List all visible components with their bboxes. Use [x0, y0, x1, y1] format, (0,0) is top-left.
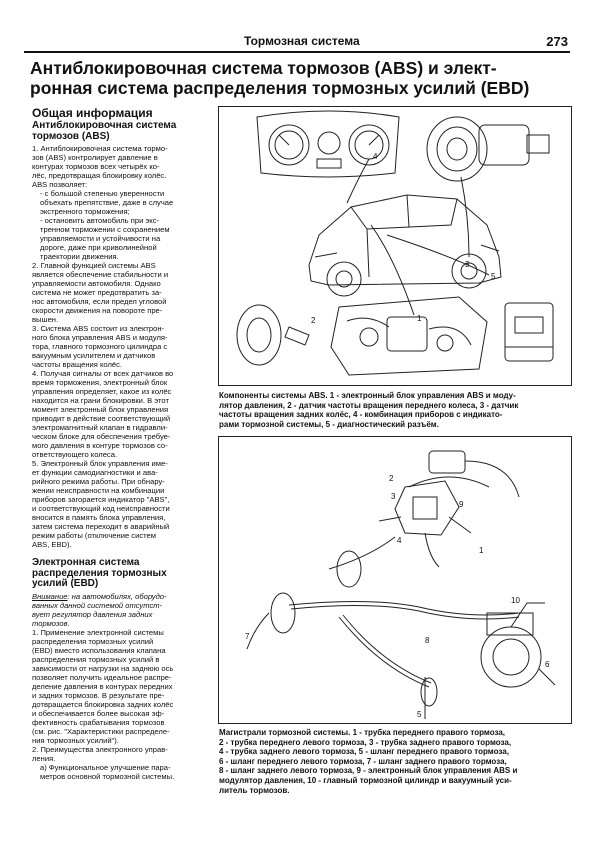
callout-7: 7 [245, 632, 250, 641]
left-column [32, 107, 210, 781]
paragraph: 3. Система ABS состоит из электрон- ного блока управления ABS и модуля- тора, главного тормозного цилиндра с вакуумным усилителем и датчиков частоты вращения колёс. [32, 324, 168, 369]
paragraph: 5. Электронный блок управления име- ет функции самодиагностики и ава- рийного режима работы. При обнару- жении неисправности на комбинации приборов загорается индикатор "ABS", и соответствующий код неисправности вносится в память блока управления, затем система переходит в аварийный режим работы (отключение систем ABS, EBD). [32, 459, 170, 549]
rear-right-assembly-drawing [421, 677, 437, 719]
paragraph: 1. Антиблокировочная система тормо- зов (ABS) контролирует давление в контурах тормозов всех четырёх ко- лёс, предотвращая блокировку колёс. ABS позволяет: [32, 144, 168, 189]
callout-5: 5 [491, 272, 496, 281]
abs-modulator-drawing [379, 481, 471, 535]
section-title: Тормозная система [244, 34, 360, 48]
figure-brake-lines-caption: Магистрали тормозной системы. 1 - трубка переднего правого тормоза, 2 - трубка переднего левого тормоза, 3 - трубка заднего правого тормоза, 4 - трубка заднего левого тормоза, 5 - шланг переднего правого тормоза, 6 - шланг переднего левого тормоза, 7 - шланг заднего правого тормоза, 8 - шланг заднего левого тормоза, 9 - электронный блок управления ABS и модулятор давления, 10 - главный тормозной цилиндр и вакуумный уси- литель тормозов. [219, 728, 518, 795]
list-item: - остановить автомобиль при экс- тренном торможении с сохранением управляемости и устойчивости на дороге, даже при криволинейной траектории движения. [40, 216, 170, 261]
paragraph: 2. Главной функцией системы ABS является обеспечение стабильности и управляемости автомобиля. Однако система не может предотвратить за- нос автомобиля, если предел угловой скорости движения на повороте пре- вышен. [32, 261, 169, 324]
rear-wheel-sensor-drawing [427, 117, 549, 181]
list-item: а) Функциональное улучшение пара- метров основной тормозной системы. [40, 762, 175, 781]
running-header [24, 34, 570, 53]
callout-4: 4 [373, 152, 378, 161]
title-line: ронная система распределения тормозных усилий (EBD) [30, 78, 530, 98]
brake-lines-illustration [219, 437, 571, 723]
callout-3: 3 [465, 260, 470, 269]
callout-1: 1 [479, 546, 484, 555]
page-title [30, 58, 570, 98]
callout-3: 3 [391, 492, 396, 501]
paragraph: 1. Применение электронной системы распределения тормозных усилий (EBD) вместо использования клапана распределения тормозных усилий в зависимости от нагрузки на заднюю ось позволяет получить идеальное распре- деление давления в контурах передних и задних тормозов. В результате пре- дотвращается блокировка задних колёс и обеспечивается более высокая эф- фективность срабатывания тормозов (см. рис. "Характеристики распределе- ния тормозных усилий"). [32, 627, 174, 745]
figure-brake-lines [218, 436, 572, 724]
callout-2: 2 [311, 316, 316, 325]
heading-abs: Антиблокировочная система тормозов (ABS) [32, 120, 177, 142]
attention-note: Внимание: на автомобилях, оборудо- ванных данной системой отсутст- вует регулятор давления задних тормозов. [32, 591, 167, 628]
callout-8: 8 [425, 636, 430, 645]
booster-drawing [481, 603, 555, 687]
front-left-wheel-drawing [329, 537, 395, 587]
title-line: Антиблокировочная система тормозов (ABS) и элект- [30, 58, 497, 78]
callout-2: 2 [389, 474, 394, 483]
paragraph: 2. Преимущества электронного управ- ления. [32, 744, 168, 763]
abs-module-drawing [331, 297, 487, 375]
master-cylinder-drawing [409, 451, 519, 497]
list-item: - с большой степенью уверенности объехать препятствие, даже в случае экстренного торможения; [40, 189, 174, 216]
front-brake-drawing [237, 305, 309, 365]
paragraph: 4. Получая сигналы от всех датчиков во время торможения, электронный блок управления определяет, какое из колёс находится на грани блокировки. В этот момент электронный блок управления приводит в действие соответствующий электромагнитный клапан в гидравли- ческом блоке для обеспечения требуе- мого давления в контуре тормозов со- ответствующего колеса. [32, 369, 174, 459]
callout-9: 9 [459, 500, 464, 509]
callout-4: 4 [397, 536, 402, 545]
callout-10: 10 [511, 596, 520, 605]
abs-components-illustration [219, 107, 571, 385]
car-drawing [309, 195, 501, 296]
attention-label: Внимание [32, 591, 68, 601]
callout-1: 1 [417, 314, 422, 323]
heading-ebd: Электронная система распределения тормозных усилий (EBD) [32, 557, 167, 589]
diagnostic-connector-drawing [505, 303, 553, 361]
figure-abs-caption: Компоненты системы ABS. 1 - электронный блок управления ABS и моду- лятор давления, 2 - датчик частоты вращения переднего колеса, 3 - датчик частоты вращения задних колёс, 4 - комбинация приборов с индикато- рами тормозной системы, 5 - диагностический разъём. [219, 391, 519, 429]
instrument-cluster-drawing [257, 111, 399, 177]
figure-abs-components [218, 106, 572, 386]
callout-5: 5 [417, 710, 422, 719]
heading-general: Общая информация [32, 106, 153, 120]
callout-6: 6 [545, 660, 550, 669]
page-number: 273 [546, 34, 568, 49]
rear-left-wheel-drawing [247, 593, 295, 649]
